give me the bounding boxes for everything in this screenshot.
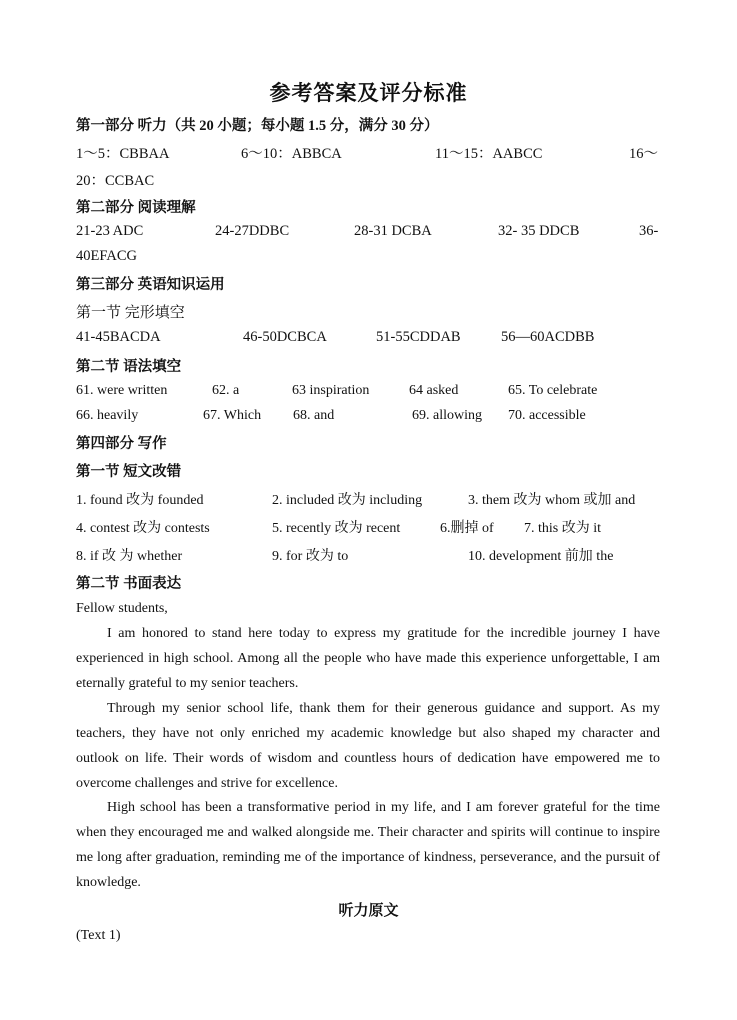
corrections-row-2 [76,517,661,537]
corrections-row-1 [76,489,661,509]
answer-group: 51-55CDDAB [376,329,461,345]
grammar-answer: 68. and [293,408,335,423]
correction-item: 5. recently 改为 recent [272,521,401,536]
grammar-answer: 67. Which [203,408,262,423]
answer-group: 41-45BACDA [76,329,161,345]
grammar-answer: 66. heavily [76,408,139,423]
answer-group: 36- [639,223,659,239]
part3-section1-heading: 第一节 完形填空 [76,305,185,321]
grammar-answer: 61. were written [76,383,168,398]
correction-item: 4. contest 改为 contests [76,521,210,536]
answer-group: 24-27DDBC [215,223,290,239]
grammar-answers-row-2 [76,408,661,428]
correction-item: 6.删掉 of [440,521,494,536]
answer-group: 32- 35 DDCB [498,223,580,239]
part3-section2-heading: 第二节 语法填空 [76,359,182,375]
grammar-answer: 64 asked [409,383,459,398]
grammar-answer: 63 inspiration [292,383,370,398]
part4-heading: 第四部分 写作 [76,436,167,452]
answer-group: 1～5：CBBAA [76,146,170,162]
answer-group: 16～ [629,146,658,162]
answer-group: 6～10：ABBCA [241,146,342,162]
answer-group: 56—60ACDBB [501,329,595,345]
part4-section2-heading: 第二节 书面表达 [76,576,182,592]
part1-heading: 第一部分 听力（共 20 小题；每小题 1.5 分，满分 30 分） [76,118,439,134]
answer-group: 21-23 ADC [76,223,144,239]
part1-answers-row [76,142,661,162]
grammar-answer: 69. allowing [412,408,482,423]
correction-item: 10. development 前加 the [468,549,614,564]
essay-paragraph: Through my senior school life, thank them for their generous guidance and support. As my teachers, they have not only enriched my academic knowledge but also shaped my character and outlook on life. Their words of wisdom and countless hours of dedication have empowered me to overcome challenges and strive for excellence. [76,701,660,791]
answer-group: 11～15：AABCC [435,146,543,162]
essay-paragraph: I am honored to stand here today to express my gratitude for the incredible journey I have experienced in high school. Among all the people who have made this experience unforgettable, I am eternally grateful to my senior teachers. [76,626,660,691]
cloze-answers-row [76,329,661,349]
grammar-answer: 62. a [212,383,240,398]
listening-transcript-heading: 听力原文 [338,903,399,919]
answer-group: 28-31 DCBA [354,223,432,239]
essay-salutation: Fellow students, [76,601,168,616]
part2-answers-continued: 40EFACG [76,248,137,264]
part2-heading: 第二部分 阅读理解 [76,200,196,216]
correction-item: 1. found 改为 founded [76,493,204,508]
grammar-answers-row-1 [76,383,661,403]
corrections-row-3 [76,545,661,565]
correction-item: 9. for 改为 to [272,549,349,564]
answer-group: 46-50DCBCA [243,329,327,345]
grammar-answer: 65. To celebrate [508,383,598,398]
correction-item: 3. them 改为 whom 或加 and [468,493,636,508]
essay-paragraph: High school has been a transformative period in my life, and I am forever grateful for the time when they encouraged me and walked alongside me. Their character and spirits will continue to inspire me long after graduation, reminding me of the importance of kindness, perseverance, and the pursuit of knowledge. [76,800,660,890]
page-title: 参考答案及评分标准 [269,81,468,105]
correction-item: 2. included 改为 including [272,493,423,508]
part1-answers-continued: 20：CCBAC [76,173,155,189]
part2-answers-row [76,223,661,243]
text-label: (Text 1) [76,928,121,943]
correction-item: 8. if 改 为 whether [76,549,183,564]
correction-item: 7. this 改为 it [524,521,602,536]
grammar-answer: 70. accessible [508,408,586,423]
part4-section1-heading: 第一节 短文改错 [76,464,182,480]
part3-heading: 第三部分 英语知识运用 [76,277,225,293]
